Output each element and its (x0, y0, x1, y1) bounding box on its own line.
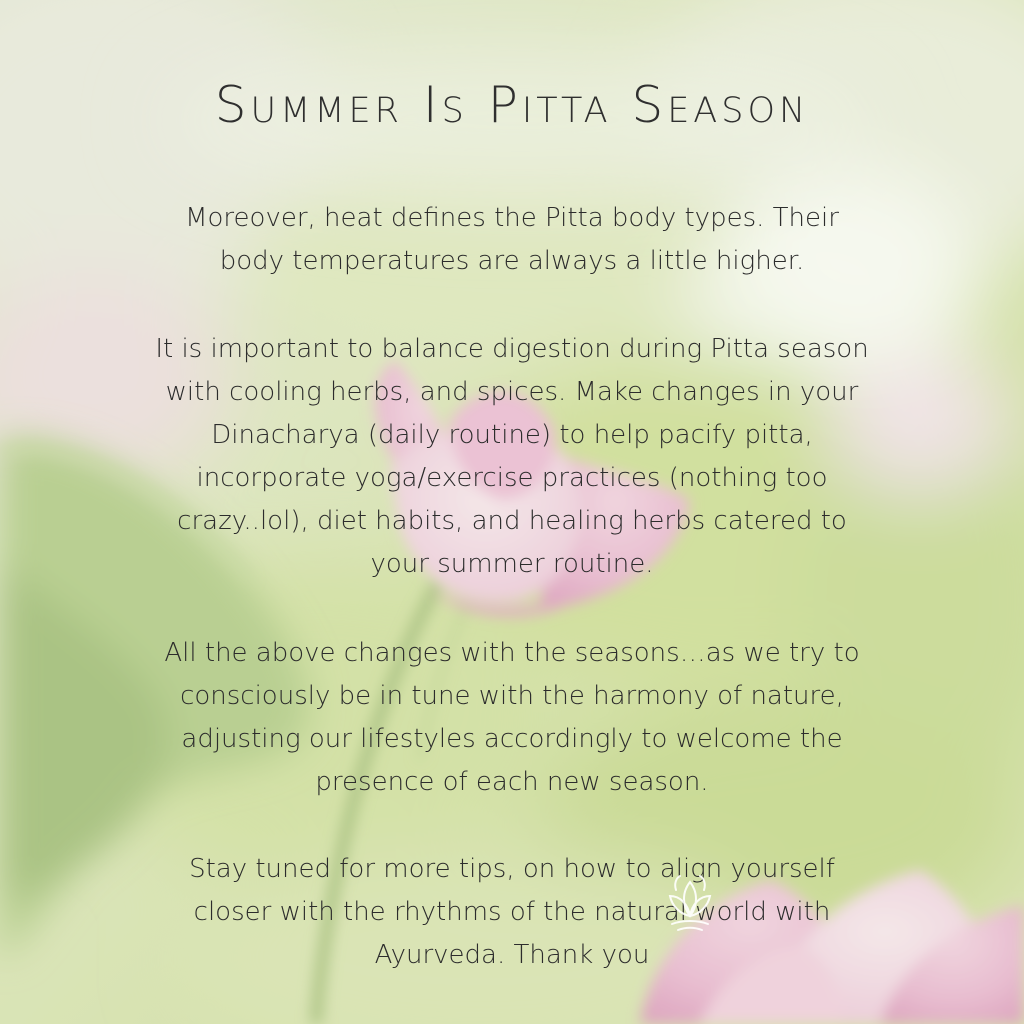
text-line: adjusting our lifestyles accordingly to welcome the (181, 724, 843, 754)
paragraph-heat (112, 197, 912, 283)
text-line: All the above changes with the seasons…as we try to (164, 638, 860, 668)
text-line: crazy..lol), diet habits, and healing herbs catered to (177, 506, 847, 536)
text-line: incorporate yoga/exercise practices (nothing too (196, 463, 828, 493)
text-line: Dinacharya (daily routine) to help pacify pitta, (211, 420, 813, 450)
text-line: closer with the rhythms of the natural world with (193, 897, 831, 927)
text-line: It is important to balance digestion during Pitta season (155, 334, 869, 364)
text-line: Ayurveda. Thank you (374, 940, 650, 970)
paragraph-seasons (112, 632, 912, 804)
text-line: presence of each new season. (315, 767, 709, 797)
paragraph-balance-digestion (112, 328, 912, 586)
text-line: consciously be in tune with the harmony of nature, (180, 681, 844, 711)
text-line: with cooling herbs, and spices. Make changes in your (165, 377, 859, 407)
text-line: Moreover, heat defines the Pitta body types. Their (185, 203, 839, 233)
text-line: your summer routine. (370, 549, 654, 579)
page-title: Summer Is Pitta Season (214, 76, 810, 134)
paragraph-stay-tuned (112, 848, 912, 977)
text-line: body temperatures are always a little higher. (219, 246, 805, 276)
text-line: Stay tuned for more tips, on how to align yourself (189, 854, 835, 884)
lotus-icon (662, 872, 718, 936)
